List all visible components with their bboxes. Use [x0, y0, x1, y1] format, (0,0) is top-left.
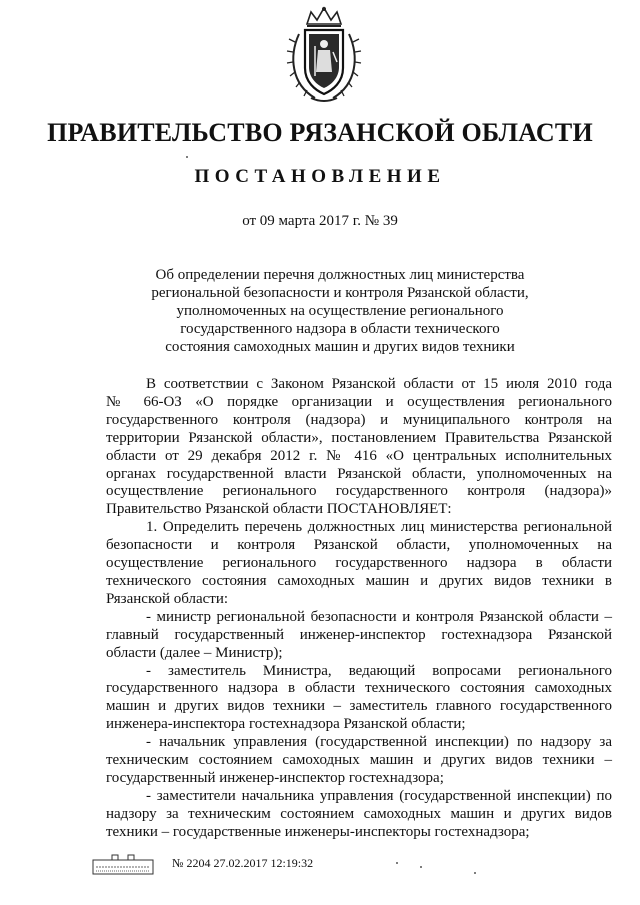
- body-line: - заместитель Министра, ведающий вопросами регионального: [146, 662, 612, 679]
- body-line: органах государственной власти Рязанской области, уполномоченных на: [106, 465, 612, 482]
- subject-line: состояния самоходных машин и других видов техники: [165, 339, 515, 355]
- body-line: области от 29 декабря 2012 г. № 416 «О центральных исполнительных: [106, 447, 612, 464]
- subject-line: Об определении перечня должностных лиц министерства: [155, 267, 525, 283]
- government-title: ПРАВИТЕЛЬСТВО РЯЗАНСКОЙ ОБЛАСТИ: [47, 118, 593, 147]
- body-line: территории Рязанской области», постановлением Правительства Рязанской: [106, 429, 612, 446]
- body-line: государственного надзора в области технического состояния самоходных: [106, 680, 612, 697]
- body-line: инженера-инспектора гостехнадзора Рязанской области;: [106, 716, 466, 733]
- ryazan-coat-of-arms-icon: [285, 6, 363, 106]
- body-line: 1. Определить перечень должностных лиц министерства региональной: [146, 519, 612, 536]
- scan-speck: [396, 862, 398, 864]
- body-line: Правительство Рязанской области ПОСТАНОВЛЯЕТ:: [106, 501, 452, 518]
- body-line: В соответствии с Законом Рязанской области от 15 июля 2010 года: [146, 376, 612, 392]
- body-line: технического состояния самоходных машин и других видов техники в: [106, 572, 612, 589]
- body-line: техническим состоянием самоходных машин и других видов техники –: [106, 752, 612, 769]
- scan-speck: [420, 866, 422, 868]
- document-date-number: от 09 марта 2017 г. № 39: [242, 213, 398, 229]
- body-line: - заместители начальника управления (государственной инспекции) по: [146, 787, 612, 804]
- body-line: области (далее – Министр);: [106, 644, 283, 661]
- body-line: государственного контроля (надзора) и муниципального контроля на: [106, 411, 612, 428]
- body-line: - начальник управления (государственной инспекции) по надзору за: [146, 734, 612, 751]
- subject-line: региональной безопасности и контроля Рязанской области,: [151, 285, 529, 301]
- scan-speck: [186, 156, 188, 158]
- registration-number: № 2204 27.02.2017 12:19:32: [172, 856, 314, 870]
- document-body: [106, 376, 612, 842]
- body-line: осуществление регионального государственного контроля (надзора)»: [106, 483, 612, 500]
- document-subject: [150, 266, 530, 356]
- body-line: государственный инженер-инспектор гостехнадзора;: [106, 769, 444, 786]
- body-line: главный государственный инженер-инспектор гостехнадзора Рязанской: [106, 626, 612, 643]
- body-line: осуществление регионального государственного надзора в области: [106, 555, 612, 572]
- registration-footer: [92, 852, 512, 882]
- document-stamp-icon: [92, 852, 154, 876]
- body-line: - министр региональной безопасности и контроля Рязанской области –: [146, 608, 612, 625]
- body-line: техники – государственные инженеры-инспекторы гостехнадзора;: [106, 823, 530, 840]
- body-line: Рязанской области:: [106, 590, 229, 607]
- body-line: № 66-ОЗ «О порядке организации и осуществления регионального: [106, 393, 612, 410]
- scan-speck: [474, 872, 476, 874]
- document-type: ПОСТАНОВЛЕНИЕ: [194, 166, 446, 187]
- body-line: надзору за техническим состоянием самоходных машин и других видов: [106, 805, 612, 822]
- body-line: безопасности и контроля Рязанской области, уполномоченных на: [106, 537, 612, 554]
- body-line: машин и других видов техники – заместитель главного государственного: [106, 698, 612, 715]
- subject-line: уполномоченных на осуществление регионального: [176, 303, 504, 319]
- subject-line: государственного надзора в области технического: [180, 321, 500, 337]
